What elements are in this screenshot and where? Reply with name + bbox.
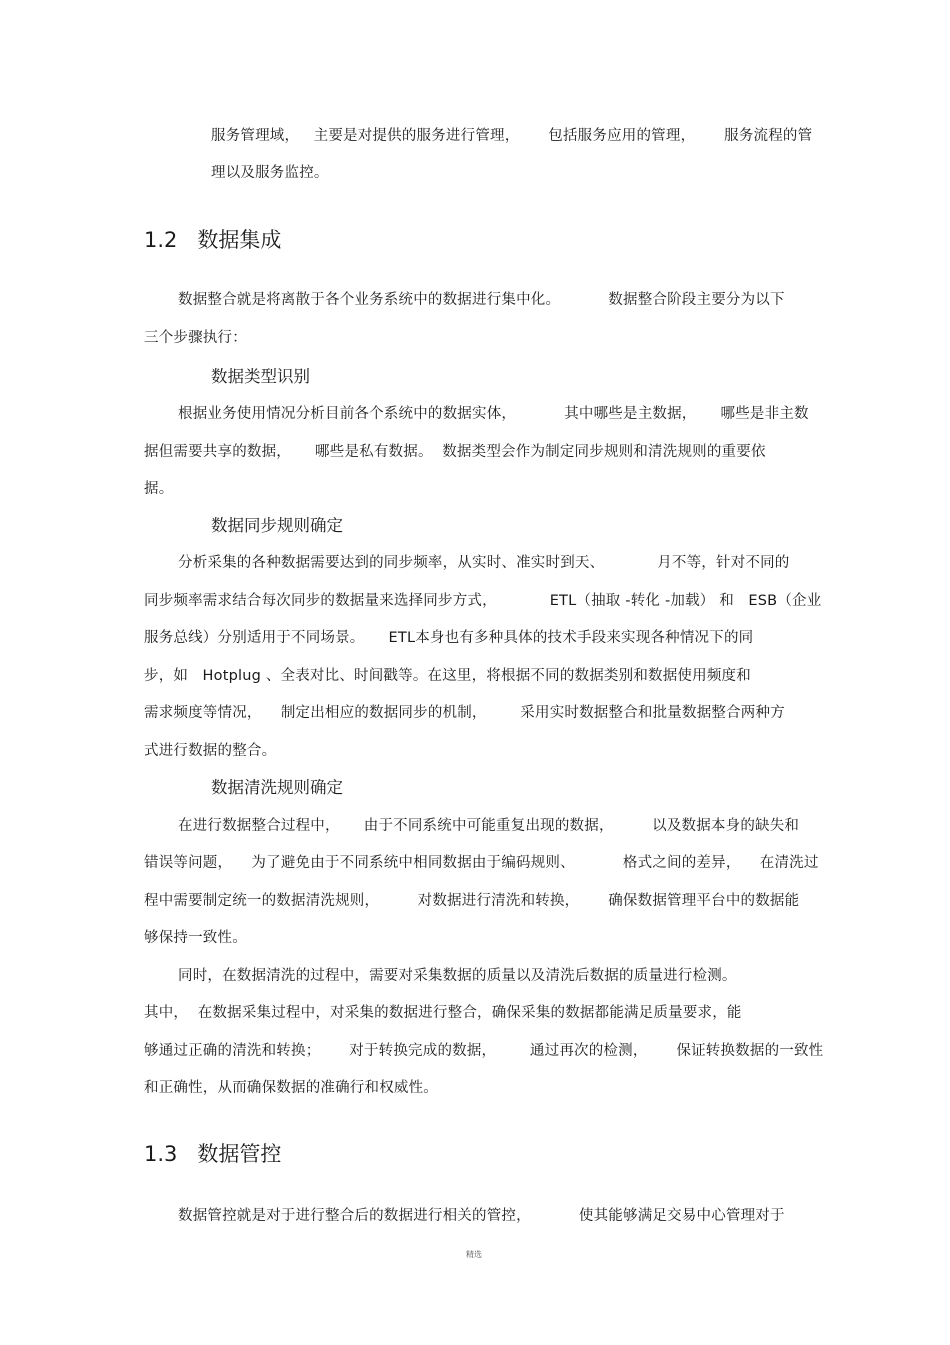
paragraph-line: 需求频度等情况， 制定出相应的数据同步的机制， 采用实时数据整合和批量数据整合两种方 bbox=[144, 705, 785, 721]
paragraph-line: 据但需要共享的数据， 哪些是私有数据。 数据类型会作为制定同步规则和清洗规则的重要依 bbox=[144, 444, 766, 460]
paragraph-line: 同时，在数据清洗的过程中，需要对采集数据的质量以及清洗后数据的质量进行检测。 bbox=[178, 968, 737, 984]
paragraph-line: 和正确性，从而确保数据的准确行和权威性。 bbox=[144, 1080, 438, 1096]
paragraph-line: 式进行数据的整合。 bbox=[144, 743, 277, 759]
paragraph-line: 根据业务使用情况分析目前各个系统中的数据实体， 其中哪些是主数据， 哪些是非主数 bbox=[178, 406, 809, 422]
subheading-sync-rule: 数据同步规则确定 bbox=[211, 516, 343, 535]
intro-line-2: 理以及服务监控。 bbox=[211, 165, 329, 181]
paragraph-line: 够通过正确的清洗和转换； 对于转换完成的数据， 通过再次的检测， 保证转换数据的一致性 bbox=[144, 1043, 824, 1059]
paragraph-line: 分析采集的各种数据需要达到的同步频率，从实时、准实时到天、 月不等，针对不同的 bbox=[178, 555, 790, 571]
paragraph-line: 据。 bbox=[144, 481, 174, 497]
paragraph-line: 在进行数据整合过程中， 由于不同系统中可能重复出现的数据， 以及数据本身的缺失和 bbox=[178, 818, 800, 834]
section-heading-1-3: 1.3 数据管控 bbox=[144, 1142, 282, 1166]
paragraph-line: 够保持一致性。 bbox=[144, 930, 247, 946]
paragraph-line: 数据整合就是将离散于各个业务系统中的数据进行集中化。 数据整合阶段主要分为以下 bbox=[178, 292, 785, 308]
paragraph-line: 其中， 在数据采集过程中，对采集的数据进行整合，确保采集的数据都能满足质量要求，能 bbox=[144, 1005, 742, 1021]
subheading-data-type: 数据类型识别 bbox=[211, 367, 310, 386]
paragraph-line: 错误等问题， 为了避免由于不同系统中相同数据由于编码规则、 格式之间的差异， 在清洗过 bbox=[144, 855, 819, 871]
paragraph-line: 服务总线）分别适用于不同场景。 ETL本身也有多种具体的技术手段来实现各种情况下的同 bbox=[144, 630, 754, 646]
paragraph-line: 步，如 Hotplug 、全表对比、时间戳等。在这里，将根据不同的数据类别和数据使用频度和 bbox=[144, 668, 751, 684]
paragraph-line: 三个步骤执行： bbox=[144, 330, 247, 346]
page-footer: 精选 bbox=[466, 1250, 482, 1259]
paragraph-line: 同步频率需求结合每次同步的数据量来选择同步方式， ETL（抽取 -转化 -加载） 和 ESB（企业 bbox=[144, 593, 822, 609]
subheading-clean-rule: 数据清洗规则确定 bbox=[211, 778, 343, 797]
section-heading-1-2: 1.2 数据集成 bbox=[144, 228, 282, 252]
intro-line-1: 服务管理域， 主要是对提供的服务进行管理， 包括服务应用的管理， 服务流程的管 bbox=[211, 128, 813, 144]
paragraph-line: 程中需要制定统一的数据清洗规则， 对数据进行清洗和转换， 确保数据管理平台中的数据能 bbox=[144, 893, 800, 909]
paragraph-line: 数据管控就是对于进行整合后的数据进行相关的管控， 使其能够满足交易中心管理对于 bbox=[178, 1208, 785, 1224]
